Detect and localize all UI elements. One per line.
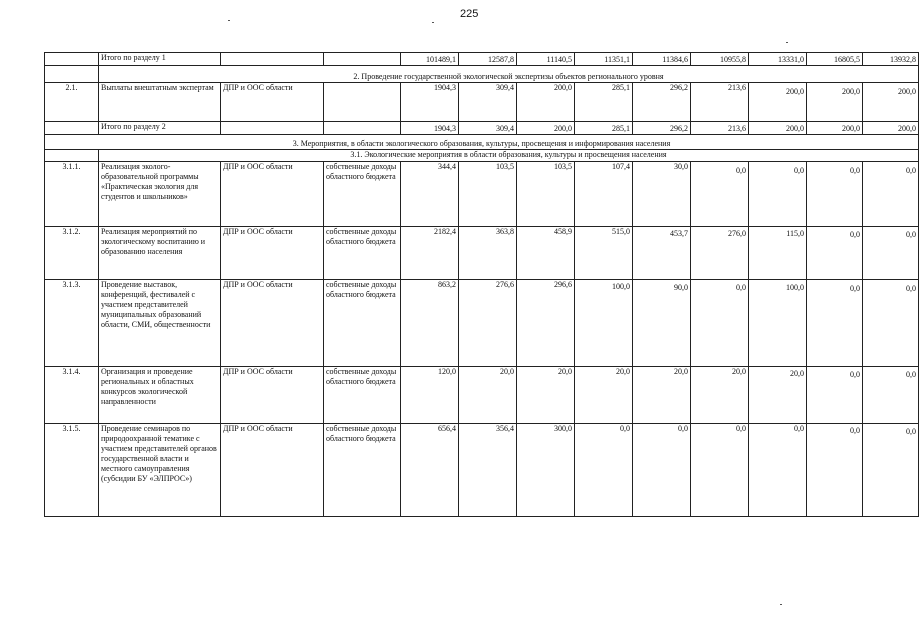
value-cell: 11351,1 (575, 53, 633, 66)
value-cell: 20,0 (575, 367, 633, 424)
executor-cell (221, 122, 324, 135)
code-cell: 3.1.5. (45, 424, 99, 517)
table-row (45, 227, 919, 280)
value-cell: 0,0 (863, 367, 919, 424)
value-cell: 120,0 (401, 367, 459, 424)
value-cell: 107,4 (575, 162, 633, 227)
value-cell: 309,4 (459, 122, 517, 135)
value-cell: 363,8 (459, 227, 517, 280)
value-cell: 0,0 (807, 367, 863, 424)
code-cell: 3.1.3. (45, 280, 99, 367)
code-cell: 3.1.1. (45, 162, 99, 227)
name-cell: Проведение выставок, конференций, фестивалей с участием представителей муниципальных образований области, СМИ, общественности (99, 280, 221, 367)
source-cell: собственные доходы областного бюджета (324, 280, 401, 367)
value-cell: 13932,8 (863, 53, 919, 66)
value-cell: 1904,3 (401, 83, 459, 122)
code-cell: 2.1. (45, 83, 99, 122)
table-row (45, 367, 919, 424)
section-spacer-cell (45, 66, 99, 83)
value-cell: 213,6 (691, 122, 749, 135)
executor-cell (221, 53, 324, 66)
scan-speck (228, 20, 230, 21)
source-cell: собственные доходы областного бюджета (324, 367, 401, 424)
value-cell: 200,0 (863, 122, 919, 135)
value-cell: 20,0 (749, 367, 807, 424)
value-cell: 0,0 (691, 162, 749, 227)
value-cell: 200,0 (749, 122, 807, 135)
value-cell: 12587,8 (459, 53, 517, 66)
value-cell: 200,0 (863, 83, 919, 122)
subsection-title: 3.1. Экологические мероприятия в области образования, культуры и просвещения населения (99, 150, 919, 162)
value-cell: 0,0 (691, 280, 749, 367)
name-cell: Выплаты внештатным экспертам (99, 83, 221, 122)
value-cell: 656,4 (401, 424, 459, 517)
executor-cell: ДПР и ООС области (221, 83, 324, 122)
value-cell: 285,1 (575, 83, 633, 122)
value-cell: 200,0 (749, 83, 807, 122)
value-cell: 0,0 (807, 280, 863, 367)
value-cell: 356,4 (459, 424, 517, 517)
scan-speck (786, 42, 788, 43)
name-cell: Проведение семинаров по природоохранной тематике с участием представителей органов государственной власти и местного самоуправления (субсидии БУ «ЭЛПРОС») (99, 424, 221, 517)
value-cell: 285,1 (575, 122, 633, 135)
budget-table (44, 52, 919, 517)
source-cell: собственные доходы областного бюджета (324, 162, 401, 227)
source-cell (324, 83, 401, 122)
code-cell: 3.1.2. (45, 227, 99, 280)
name-cell: Организация и проведение региональных и областных конкурсов экологической направленности (99, 367, 221, 424)
value-cell: 90,0 (633, 280, 691, 367)
value-cell: 115,0 (749, 227, 807, 280)
value-cell: 344,4 (401, 162, 459, 227)
value-cell: 200,0 (517, 122, 575, 135)
source-cell: собственные доходы областного бюджета (324, 424, 401, 517)
value-cell: 20,0 (691, 367, 749, 424)
value-cell: 276,0 (691, 227, 749, 280)
value-cell: 296,2 (633, 122, 691, 135)
value-cell: 0,0 (575, 424, 633, 517)
value-cell: 20,0 (517, 367, 575, 424)
subsection-spacer-cell (45, 150, 99, 162)
value-cell: 10955,8 (691, 53, 749, 66)
subsection-row-3-1 (45, 150, 919, 162)
scan-speck (432, 22, 434, 23)
executor-cell: ДПР и ООС области (221, 280, 324, 367)
table-row (45, 280, 919, 367)
section-row-2 (45, 66, 919, 83)
value-cell: 0,0 (807, 162, 863, 227)
value-cell: 296,6 (517, 280, 575, 367)
value-cell: 100,0 (749, 280, 807, 367)
code-cell (45, 122, 99, 135)
value-cell: 11384,6 (633, 53, 691, 66)
executor-cell: ДПР и ООС области (221, 162, 324, 227)
value-cell: 213,6 (691, 83, 749, 122)
value-cell: 0,0 (863, 227, 919, 280)
value-cell: 453,7 (633, 227, 691, 280)
value-cell: 0,0 (633, 424, 691, 517)
value-cell: 0,0 (863, 424, 919, 517)
name-cell: Итого по разделу 2 (99, 122, 221, 135)
value-cell: 0,0 (863, 162, 919, 227)
source-cell (324, 53, 401, 66)
code-cell (45, 53, 99, 66)
code-cell: 3.1.4. (45, 367, 99, 424)
value-cell: 100,0 (575, 280, 633, 367)
page-number: 225 (460, 8, 479, 20)
value-cell: 200,0 (517, 83, 575, 122)
value-cell: 0,0 (749, 424, 807, 517)
value-cell: 16805,5 (807, 53, 863, 66)
value-cell: 20,0 (459, 367, 517, 424)
value-cell: 0,0 (691, 424, 749, 517)
name-cell: Реализация эколого-образовательной программы «Практическая экология для студентов и школьников» (99, 162, 221, 227)
table-row (45, 424, 919, 517)
value-cell: 20,0 (633, 367, 691, 424)
value-cell: 300,0 (517, 424, 575, 517)
value-cell: 863,2 (401, 280, 459, 367)
section-title: 3. Мероприятия, в области экологического образования, культуры, просвещения и информирования населения (45, 135, 919, 150)
value-cell: 30,0 (633, 162, 691, 227)
value-cell: 101489,1 (401, 53, 459, 66)
total-row-section2 (45, 122, 919, 135)
total-row-section1 (45, 53, 919, 66)
value-cell: 0,0 (749, 162, 807, 227)
name-cell: Итого по разделу 1 (99, 53, 221, 66)
value-cell: 0,0 (807, 227, 863, 280)
table-row (45, 162, 919, 227)
name-cell: Реализация мероприятий по экологическому воспитанию и образованию населения (99, 227, 221, 280)
scan-speck (780, 604, 782, 605)
value-cell: 276,6 (459, 280, 517, 367)
value-cell: 13331,0 (749, 53, 807, 66)
value-cell: 309,4 (459, 83, 517, 122)
value-cell: 458,9 (517, 227, 575, 280)
value-cell: 103,5 (517, 162, 575, 227)
table-row (45, 83, 919, 122)
value-cell: 200,0 (807, 122, 863, 135)
executor-cell: ДПР и ООС области (221, 424, 324, 517)
value-cell: 0,0 (807, 424, 863, 517)
value-cell: 296,2 (633, 83, 691, 122)
value-cell: 0,0 (863, 280, 919, 367)
value-cell: 1904,3 (401, 122, 459, 135)
value-cell: 11140,5 (517, 53, 575, 66)
section-row-3 (45, 135, 919, 150)
value-cell: 2182,4 (401, 227, 459, 280)
executor-cell: ДПР и ООС области (221, 367, 324, 424)
executor-cell: ДПР и ООС области (221, 227, 324, 280)
value-cell: 200,0 (807, 83, 863, 122)
source-cell: собственные доходы областного бюджета (324, 227, 401, 280)
source-cell (324, 122, 401, 135)
value-cell: 515,0 (575, 227, 633, 280)
section-title: 2. Проведение государственной экологической экспертизы объектов регионального уровня (99, 66, 919, 83)
value-cell: 103,5 (459, 162, 517, 227)
